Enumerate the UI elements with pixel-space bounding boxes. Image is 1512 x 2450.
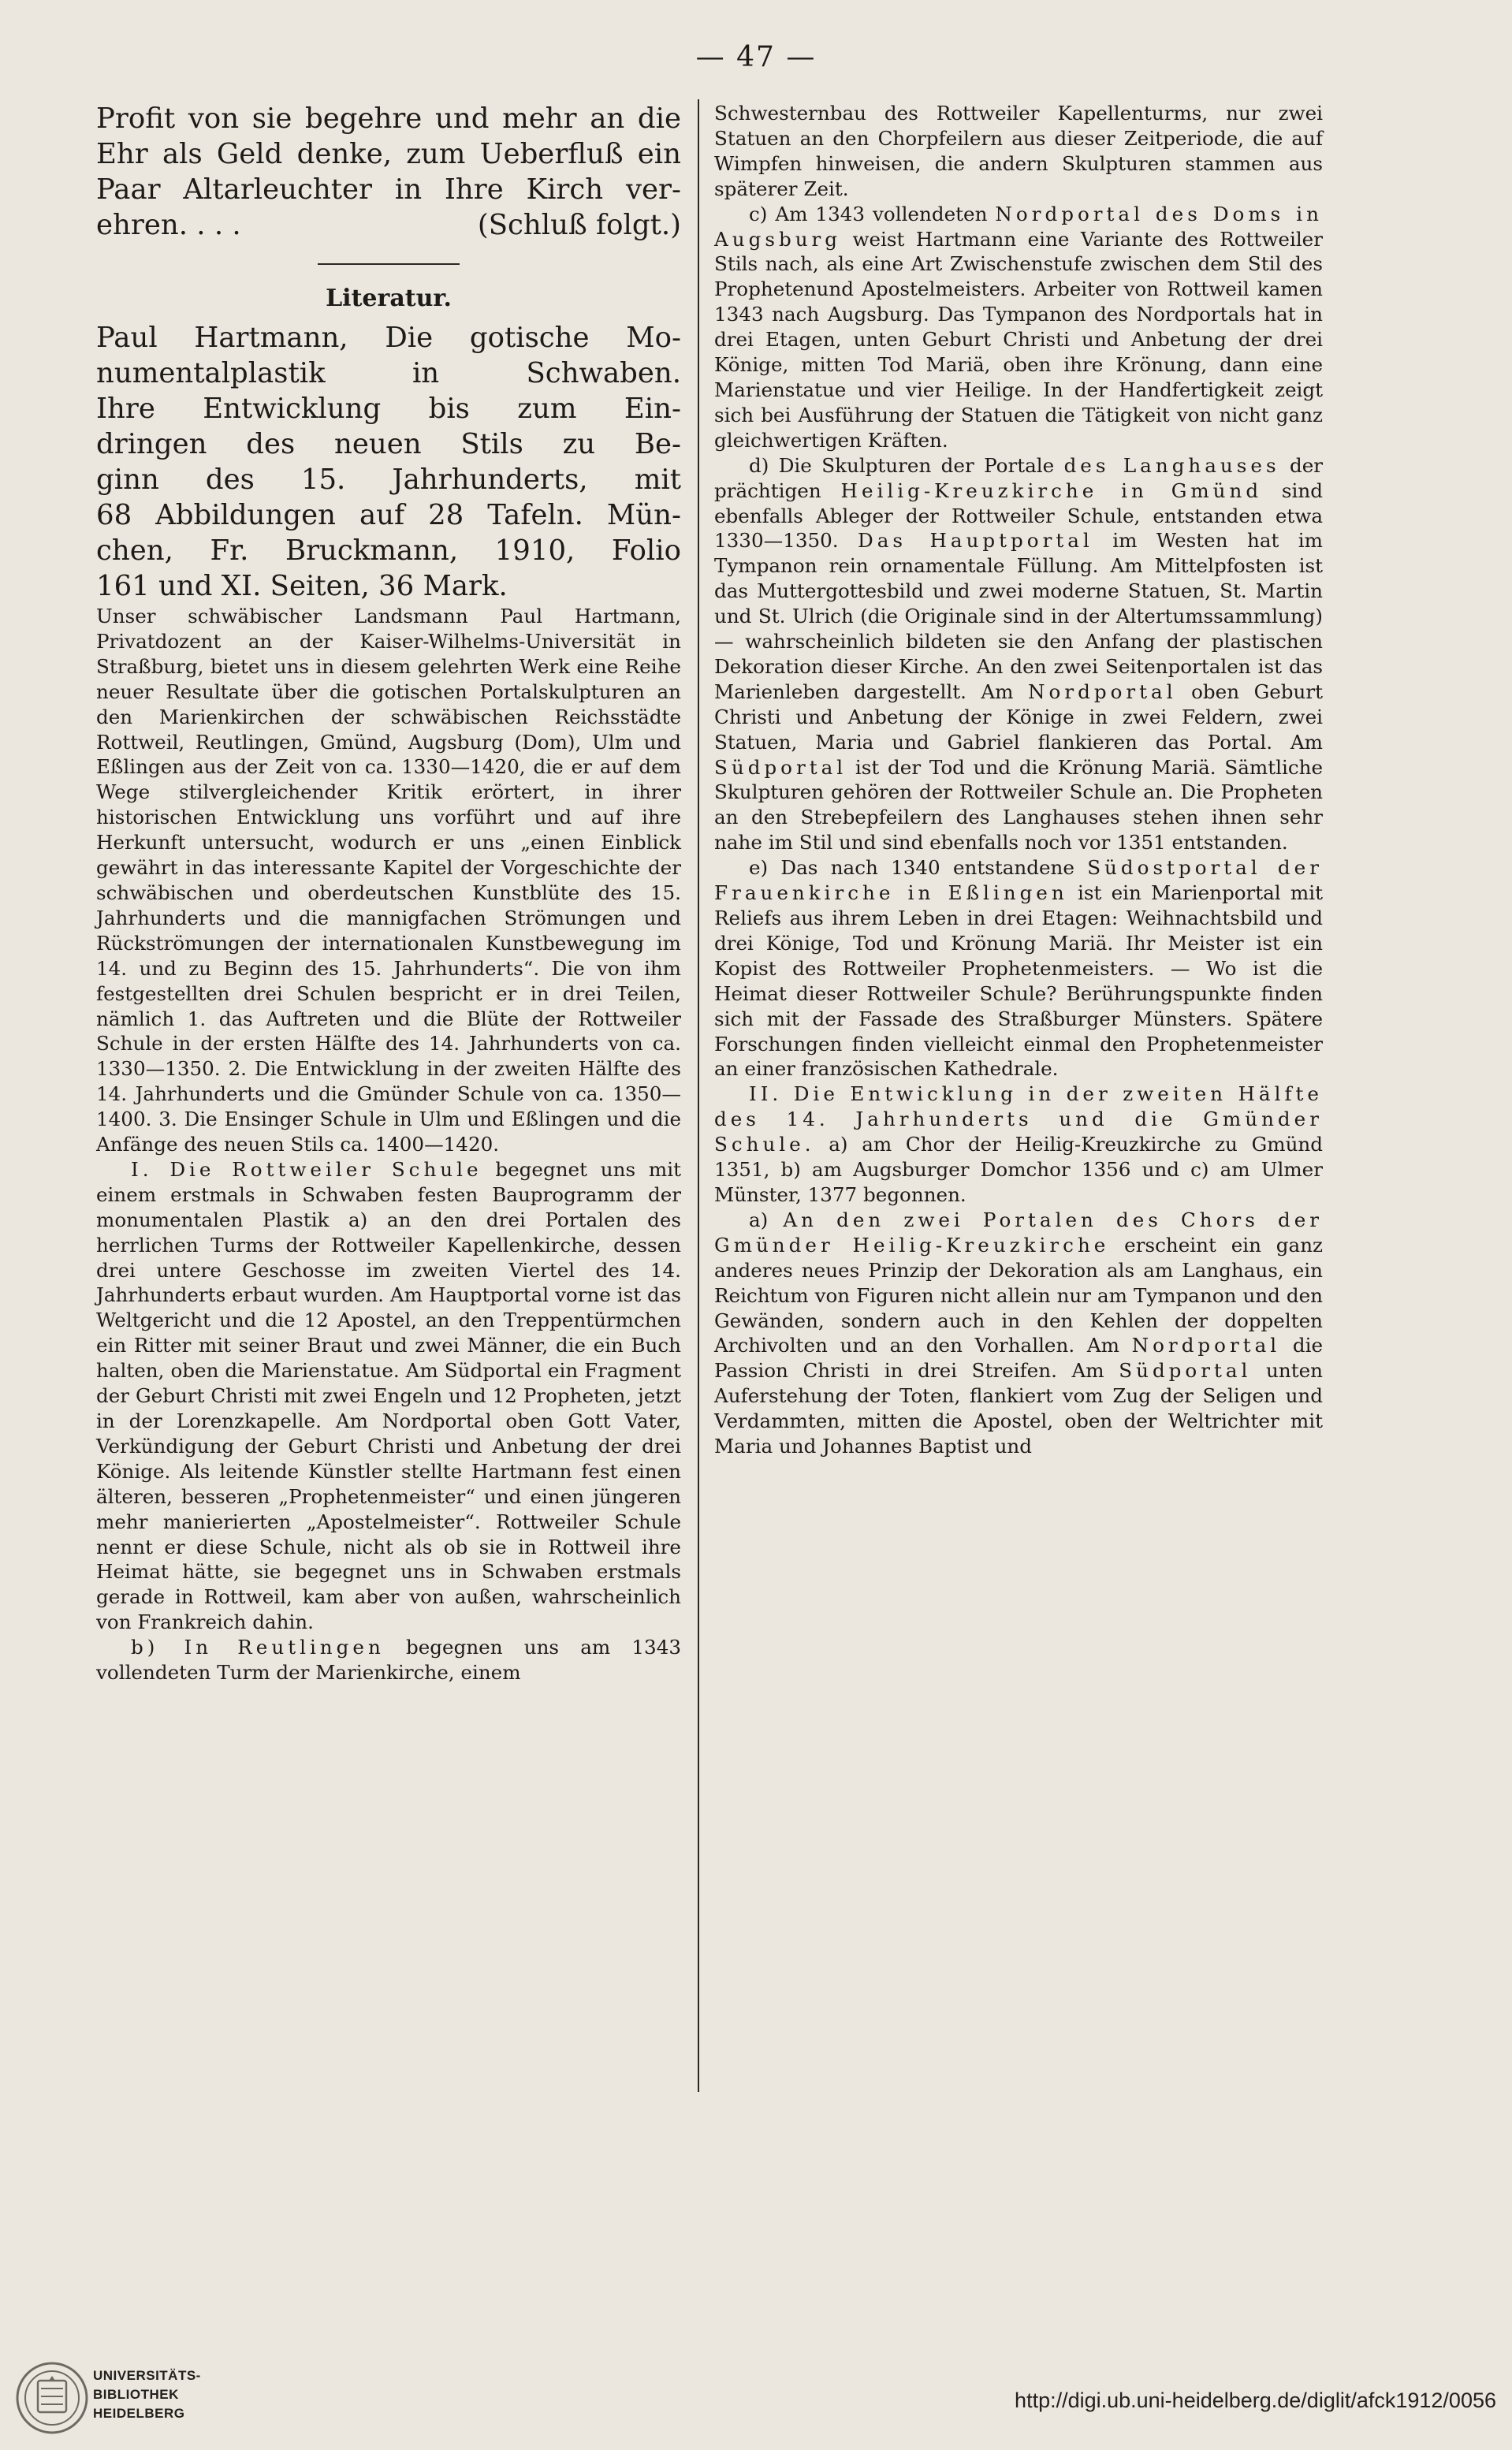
left-column bbox=[96, 101, 681, 1685]
paragraph-text: e) Das nach 1340 entstandene bbox=[749, 856, 1088, 880]
footer-bar bbox=[0, 2354, 1512, 2450]
paragraph-text: weist Hartmann eine Variante des Rottweiler Stils nach, als eine Art Zwischenstufe zwischen dem Stil des Prophetenund Apostelmeisters. Arbeiter von Rottweil kamen 1343 nach Augsburg. Das Tympanon des Nordportals hat in drei Etagen, unten Geburt Christi und Anbetung der drei Könige, mitten Tod Mariä, oben ihre Krönung, dann eine Marienstatue und vier Heilige. In der Handfertigkeit zeigt sich bei Ausführung der Statuen die Tätigkeit von nicht ganz gleichwertigen Kräften. bbox=[714, 227, 1323, 452]
library-name-line: UNIVERSITÄTS- bbox=[93, 2368, 201, 2383]
citation-line: numentalplastik in Schwaben. bbox=[96, 357, 681, 389]
paragraph-text: ist der Tod und die Krönung Mariä. Sämtliche Skulpturen gehören der Rottweiler Schule an. Die Propheten an den Strebepfeilern des Langhauses stehen ihnen sehr nahe im Stil und sind ebenfalls noch vor 1351 entstanden. bbox=[714, 755, 1323, 855]
paragraph-text: erscheint ein ganz anderes neues Prinzip der Dekoration als am Langhaus, ein Reichtum von Figuren nicht allein nur am Tympanon und den Gewänden, sondern auch in den Kehlen der doppelten Archivolten und an den Vorhallen. Am bbox=[714, 1233, 1323, 1357]
emphasis: Nordportal bbox=[1028, 680, 1177, 703]
review-paragraph bbox=[714, 855, 1323, 1082]
review-paragraph bbox=[714, 453, 1323, 856]
review-paragraph: Schwesternbau des Rottweiler Kapellenturms, nur zwei Statuen an den Chorpfeilern aus dieser Zeitperiode, die auf Wimpfen hinweisen, die andern Skulpturen stammen aus späterer Zeit. bbox=[714, 102, 1323, 200]
intro-last-line bbox=[96, 207, 681, 243]
emphasis: Südostportal der Frauenkirche in Eßlingen bbox=[714, 856, 1323, 905]
section-divider bbox=[318, 263, 460, 265]
paragraph-text: der prächtigen bbox=[714, 453, 1324, 502]
paragraph-text: d) Die Skulpturen der Portale bbox=[749, 453, 1064, 477]
column-divider bbox=[698, 99, 699, 2092]
review-paragraph bbox=[714, 202, 1323, 453]
intro-line: Ehr als Geld denke, zum Ueberfluß ein bbox=[96, 138, 681, 170]
emphasis: I. Die Rottweiler Schule bbox=[131, 1157, 482, 1181]
intro-paragraph bbox=[96, 101, 681, 243]
university-seal-icon bbox=[14, 2360, 90, 2436]
paragraph-text: ist ein Marienportal mit Reliefs aus ihrem Leben in drei Etagen: Weihnachtsbild und drei Könige, Tod und Krönung Mariä. Ihr Meister ist ein Kopist des Rottweiler Prophetenmeisters. — Wo ist die Heimat dieser Rottweiler Schule? Berührungspunkte finden sich mit der Fassade des Straßburger Münsters. Spätere Forschungen finden vielleicht einmal den Prophetenmeister an einer französischen Kathedrale. bbox=[714, 881, 1323, 1081]
paragraph-text: a) am Chor der Heilig-Kreuzkirche zu Gmünd 1351, b) am Augsburger Domchor 1356 und c) am Ulmer Münster, 1377 begonnen. bbox=[714, 1133, 1323, 1206]
library-name bbox=[93, 2366, 201, 2423]
source-url: http://digi.ub.uni-heidelberg.de/diglit/afck1912/0056 bbox=[1015, 2389, 1496, 2412]
citation-line: dringen des neuen Stils zu Be- bbox=[96, 428, 681, 460]
emphasis: b) In Reutlingen bbox=[131, 1636, 385, 1659]
paragraph-text: sind ebenfalls Ableger der Rottweiler Schule, entstanden etwa 1330—1350. bbox=[714, 478, 1323, 553]
library-name-line: HEIDELBERG bbox=[93, 2406, 185, 2421]
citation-line: 161 und XI. Seiten, 36 Mark. bbox=[96, 570, 508, 602]
intro-last: ehren. . . . bbox=[96, 209, 241, 241]
paragraph-text: im Westen hat im Tympanon rein ornamentale Füllung. Am Mittelpfosten ist das Muttergottesbild und zwei moderne Statuen, St. Martin und St. Ulrich (die Originale sind in der Altertumssammlung) — wahrscheinlich bildeten sie den Anfang der plastischen Dekoration dieser Kirche. An den zwei Seitenportalen ist das Marienleben dargestellt. Am bbox=[714, 529, 1323, 703]
paragraph-text: unten Auferstehung der Toten, flankiert vom Zug der Seligen und Verdammten, mitten die Apostel, oben der Weltrichter mit Maria und Johannes Baptist und bbox=[714, 1359, 1323, 1458]
intro-line: Profit von sie begehre und mehr an die bbox=[96, 102, 681, 135]
paragraph-text: begegnet uns mit einem erstmals in Schwaben festen Bauprogramm der monumentalen Plastik a) an den drei Portalen des herrlichen Turms der Rottweiler Kapellenkirche, dessen drei untere Geschosse im zweiten Viertel des 14. Jahrhunderts erbaut wurden. Am Hauptportal vorne ist das Weltgericht und die 12 Apostel, an den Treppentürmchen ein Ritter mit seiner Braut und zwei Männer, die ein Buch halten, oben die Marienstatue. Am Südportal ein Fragment der Geburt Christi mit zwei Engeln und 12 Propheten, jetzt in der Lorenzkapelle. Am Nordportal oben Gott Vater, Verkündigung der Geburt Christi und Anbetung der drei Könige. Als leitende Künstler stellte Hartmann fest einen älteren, besseren „Prophetenmeister“ und einen jüngeren mehr manierierten „Apostelmeister“. Rottweiler Schule nennt er diese Schule, nicht als ob sie in Rottweil ihre Heimat hätte, sie begegnet uns in Schwaben erstmals gerade in Rottweil, kam aber von außen, wahrscheinlich von Frankreich dahin. bbox=[96, 1157, 681, 1634]
emphasis: des Langhauses bbox=[1063, 453, 1280, 477]
citation-line: Paul Hartmann, Die gotische Mo- bbox=[96, 322, 681, 354]
emphasis: Das Hauptportal bbox=[858, 529, 1093, 553]
continuation-note: (Schluß folgt.) bbox=[477, 209, 681, 241]
citation-line: 68 Abbildungen auf 28 Tafeln. Mün- bbox=[96, 499, 681, 531]
literature-heading: Literatur. bbox=[326, 285, 452, 312]
review-paragraph bbox=[714, 1208, 1323, 1459]
emphasis: Heilig-Kreuzkirche in Gmünd bbox=[840, 478, 1263, 502]
paragraph-text: begegnen uns am 1343 vollendeten Turm der Marienkirche, einem bbox=[96, 1636, 681, 1685]
emphasis: Nordportal bbox=[1131, 1334, 1281, 1357]
library-name-line: BIBLIOTHEK bbox=[93, 2387, 179, 2402]
emphasis: Südportal bbox=[1119, 1359, 1252, 1383]
citation-line: ginn des 15. Jahrhunderts, mit bbox=[96, 464, 681, 496]
intro-line: Paar Altarleuchter in Ihre Kirch ver- bbox=[96, 173, 681, 206]
paragraph-text: die Passion Christi in drei Streifen. Am bbox=[714, 1334, 1324, 1383]
book-citation bbox=[96, 320, 681, 604]
review-paragraph bbox=[714, 1082, 1323, 1208]
paragraph-text: a) bbox=[749, 1208, 784, 1231]
emphasis: Nordportal des Doms in Augsburg bbox=[714, 202, 1323, 251]
right-column bbox=[714, 101, 1323, 1459]
review-paragraph bbox=[96, 1157, 681, 1635]
page-number: — 47 — bbox=[695, 41, 817, 73]
emphasis: Südportal bbox=[714, 755, 847, 779]
emphasis: II. Die Entwicklung in der zweiten Hälfte des 14. Jahrhunderts und die Gmünder Schule. bbox=[714, 1082, 1323, 1156]
review-paragraph bbox=[96, 1635, 681, 1685]
review-paragraph: Unser schwäbischer Landsmann Paul Hartmann, Privatdozent an der Kaiser-Wilhelms-Universität in Straßburg, bietet uns in diesem gelehrten Werk eine Reihe neuer Resultate über die gotischen Portalskulpturen an den Marienkirchen der schwäbischen Reichsstädte Rottweil, Reutlingen, Gmünd, Augsburg (Dom), Ulm und Eßlingen aus der Zeit von ca. 1330—1420, die er auf dem Wege stilvergleichender Kritik erörtert, in ihrer historischen Entwicklung uns vorführt und auf ihre Herkunft untersucht, wodurch er uns „einen Einblick gewährt in das interessante Kapitel der Vorgeschichte der schwäbischen und oberdeutschen Kunstblüte des 15. Jahrhunderts und die mannigfachen Strömungen und Rückströmungen der internationalen Kunstbewegung im 14. und zu Beginn des 15. Jahrhunderts“. Die von ihm festgestellten drei Schulen bespricht er in drei Teilen, nämlich 1. das Auftreten und die Blüte der Rottweiler Schule in der ersten Hälfte des 14. Jahrhunderts von ca. 1330—1350. 2. Die Entwicklung in der zweiten Hälfte des 14. Jahrhunderts und die Gmünder Schule von ca. 1350—1400. 3. Die Ensinger Schule in Ulm und Eßlingen und die Anfänge des neuen Stils ca. 1400—1420. bbox=[96, 605, 681, 1156]
citation-line: chen, Fr. Bruckmann, 1910, Folio bbox=[96, 534, 681, 567]
paragraph-text: oben Geburt Christi und Anbetung der Könige in zwei Feldern, zwei Statuen, Maria und Gabriel flankieren das Portal. Am bbox=[714, 680, 1323, 754]
citation-line: Ihre Entwicklung bis zum Ein- bbox=[96, 393, 681, 425]
emphasis: An den zwei Portalen des Chors der Gmünder Heilig-Kreuzkirche bbox=[714, 1208, 1324, 1257]
paragraph-text: c) Am 1343 vollendeten bbox=[749, 202, 996, 225]
